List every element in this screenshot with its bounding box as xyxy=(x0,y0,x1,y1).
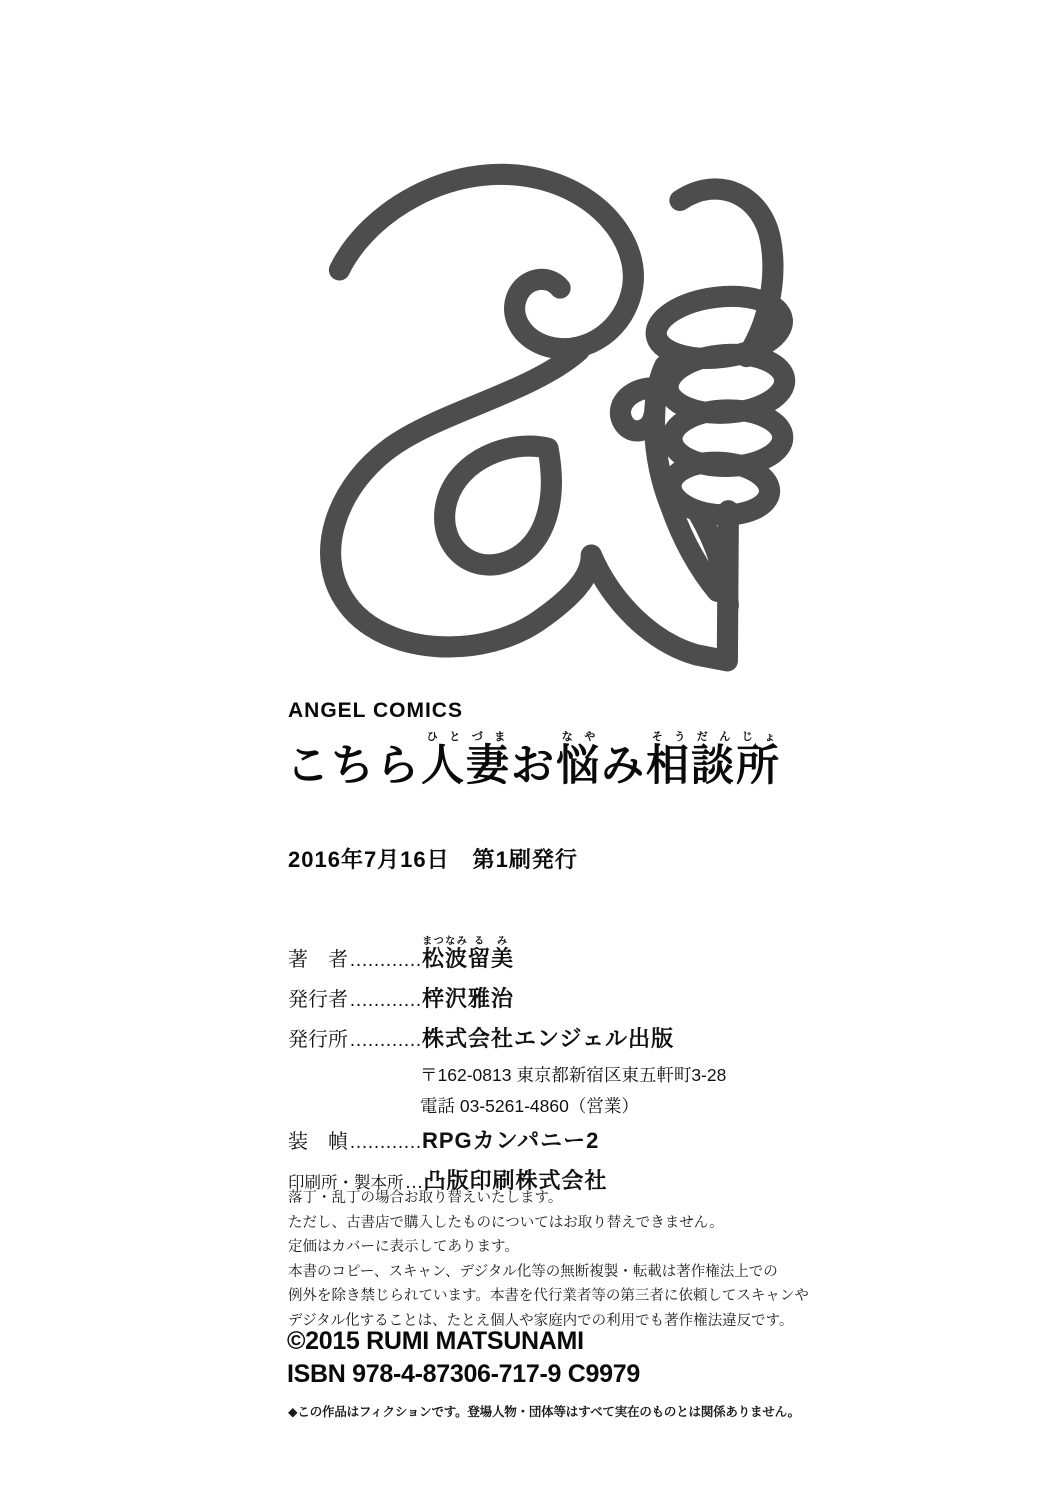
row-value: RPGカンパニー2 xyxy=(422,1128,600,1153)
row-leader-dots: … xyxy=(404,1172,423,1193)
book-title: こちら人ひと妻づまお悩なやみ相そう談だん所じょ xyxy=(286,731,781,790)
row-leader-dots: ………… xyxy=(349,950,421,971)
fiction-disclaimer: ◆この作品はフィクションです。登場人物・団体等はすべて実在のものとは関係ありません。 xyxy=(288,1405,800,1419)
row-label: 発行者 xyxy=(288,989,348,1011)
row-leader-dots: ………… xyxy=(349,990,421,1011)
row-value: 松まつ波なみ留る美み xyxy=(422,936,515,971)
row-value: 梓沢雅治 xyxy=(422,986,515,1011)
colophon-row xyxy=(288,1022,848,1053)
logo-thumb xyxy=(680,189,773,357)
row-value: 株式会社エンジェル出版 xyxy=(422,1026,675,1051)
rights-block xyxy=(287,1325,640,1391)
copyright-line: ©2015 RUMI MATSUNAMI xyxy=(287,1327,584,1355)
notice-line: 定価はカバーに表示してあります。 xyxy=(288,1239,519,1255)
notice-line: デジタル化することは、たとえ個人や家庭内での利用でも著作権法違反です。 xyxy=(288,1312,794,1329)
row-label: 著 者 xyxy=(288,949,348,971)
notice-line: 落丁・乱丁の場合お取り替えいたします。 xyxy=(288,1190,563,1206)
row-value: 凸版印刷株式会社 xyxy=(423,1168,608,1193)
row-label: 装 幀 xyxy=(288,1131,348,1153)
isbn-line: ISBN 978-4-87306-717-9 C9979 xyxy=(287,1360,640,1388)
row-label: 発行所 xyxy=(288,1029,348,1051)
notice-line: 例外を除き禁じられています。本書を代行業者等の第三者に依頼してスキャンや xyxy=(288,1288,809,1304)
logo-top-crescent xyxy=(339,174,633,348)
colophon-row xyxy=(288,1124,848,1155)
publisher-address: 〒162-0813 東京都新宿区東五軒町3-28 xyxy=(420,1065,727,1085)
publisher-phone: 電話 03-5261-4860（営業） xyxy=(420,1096,639,1116)
colophon-row xyxy=(288,936,848,973)
notice-line: ただし、古書店で購入したものについてはお取り替えできません。 xyxy=(288,1214,724,1231)
logo-teardrop xyxy=(445,446,552,565)
edition-date: 2016年7月16日 第1刷発行 xyxy=(288,847,578,872)
colophon-rows xyxy=(288,936,848,1204)
brand-label: ANGEL COMICS xyxy=(288,699,463,722)
legal-notices xyxy=(288,1186,809,1333)
logo-small-curl xyxy=(620,388,653,431)
logo-finger-loop-4 xyxy=(669,459,771,518)
colophon-row xyxy=(288,982,848,1013)
row-leader-dots: ………… xyxy=(349,1030,421,1051)
row-label: 印刷所・製本所 xyxy=(288,1174,404,1192)
row-leader-dots: ………… xyxy=(349,1132,421,1153)
notice-line: 本書のコピー、スキャン、デジタル化等の無断複製・転載は著作権法上での xyxy=(288,1263,778,1280)
angel-hand-logo xyxy=(296,146,800,680)
